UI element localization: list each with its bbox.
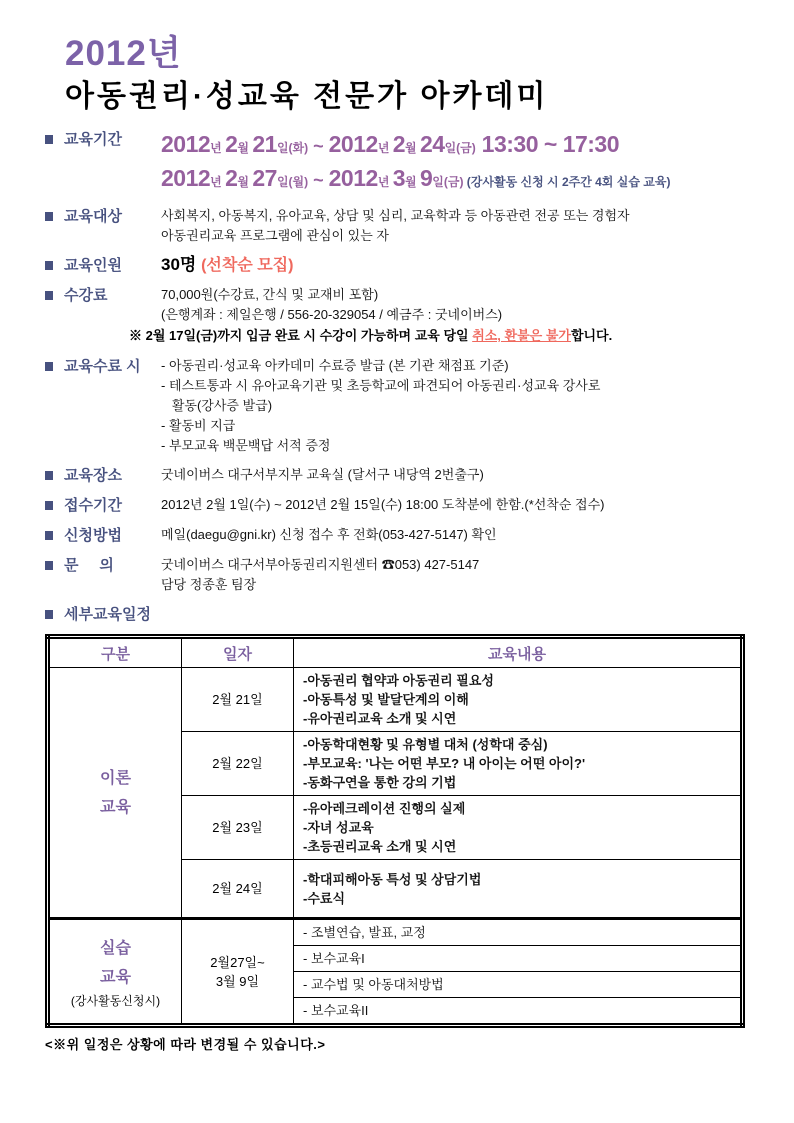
text-segment: 30명 <box>161 255 202 274</box>
bullet-square-icon <box>45 471 53 480</box>
content-line: -유아레크레이션 진행의 실제 <box>303 801 466 816</box>
content-line: - 조별연습, 발표, 교정 <box>303 925 426 940</box>
text-segment: 2012 <box>161 131 211 157</box>
text-segment: 월 <box>237 175 253 189</box>
text-segment: 2 <box>225 131 238 157</box>
text-line <box>161 555 748 575</box>
content-line: -동화구연을 통한 강의 기법 <box>303 775 457 790</box>
text-line <box>161 525 748 545</box>
content-cell <box>294 946 743 972</box>
text-line <box>161 376 748 396</box>
text-line <box>161 575 748 595</box>
info-section <box>45 129 748 197</box>
section-content <box>161 495 748 515</box>
content-cell <box>294 860 743 919</box>
text-segment: ~ <box>308 170 329 190</box>
text-line <box>129 325 748 347</box>
bullet-square-icon <box>45 501 53 510</box>
text-line <box>161 495 748 515</box>
schedule-change-note: <※위 일정은 상황에 따라 변경될 수 있습니다.> <box>45 1037 326 1052</box>
text-line <box>161 226 748 246</box>
content-cell <box>294 972 743 998</box>
info-section <box>45 465 748 486</box>
text-segment: 일(금) <box>444 141 476 155</box>
text-segment: ※ 2월 17일(금)까지 입금 완료 시 수강이 가능하며 교육 당일 <box>129 328 473 343</box>
text-line <box>161 465 748 485</box>
text-segment: 2012 <box>328 165 378 191</box>
content-line: -자녀 성교육 <box>303 820 374 835</box>
text-segment: 2012 <box>161 165 211 191</box>
text-line <box>161 396 748 416</box>
text-segment: 굿네이버스 대구서부지부 교육실 (달서구 내당역 2번출구) <box>161 467 484 482</box>
text-segment: 메일(daegu@gni.kr) 신청 접수 후 전화(053-427-5147) 확인 <box>161 527 497 542</box>
text-line <box>161 416 748 436</box>
text-segment: 3 <box>392 165 406 191</box>
date-cell: 2월 22일 <box>182 732 294 796</box>
section-label: 교육기간 <box>64 131 122 148</box>
section-label: 교육대상 <box>64 208 122 225</box>
bullet-square-icon <box>45 291 53 300</box>
date-cell: 2월 24일 <box>182 860 294 919</box>
date-cell: 2월 23일 <box>182 796 294 860</box>
title-year: 2012년 <box>65 34 182 73</box>
section-label: 교육수료 시 <box>64 358 141 375</box>
category-line: 교육 <box>100 968 131 986</box>
content-line: -아동특성 및 발달단계의 이해 <box>303 692 469 707</box>
text-segment: 9 <box>419 165 433 191</box>
section-content <box>161 206 748 246</box>
text-segment: 일(화) <box>276 141 309 155</box>
text-segment: 년 <box>377 141 393 155</box>
category-note: (강사활동신청시) <box>70 993 161 1008</box>
content-line: -유아권리교육 소개 및 시연 <box>303 711 457 726</box>
text-segment: 년 <box>210 141 226 155</box>
column-header: 구분 <box>48 637 182 668</box>
text-segment: 월 <box>405 141 420 155</box>
text-segment: 담당 정종훈 팀장 <box>161 577 257 592</box>
text-line <box>161 285 748 305</box>
text-segment: ~ <box>308 136 329 156</box>
section-label: 문 의 <box>64 557 114 574</box>
text-segment: - 테스트통과 시 유아교육기관 및 초등학교에 파견되어 아동권리·성교육 강사로 <box>161 378 601 393</box>
bullet-square-icon <box>45 212 53 221</box>
page-header <box>65 34 748 115</box>
info-section <box>45 285 748 347</box>
content-cell <box>294 668 743 732</box>
section-label: 교육인원 <box>64 257 122 274</box>
content-line: -학대피해아동 특성 및 상담기법 <box>303 871 482 887</box>
text-segment: 2 <box>392 131 406 157</box>
section-content <box>161 129 748 197</box>
content-line: - 교수법 및 아동대처방법 <box>303 977 444 992</box>
info-section <box>45 255 748 276</box>
text-segment: (강사활동 신청 시 2주간 4회 실습 교육) <box>463 175 671 189</box>
bullet-square-icon <box>45 261 53 270</box>
text-segment: 월 <box>237 141 253 155</box>
section-content <box>161 255 748 276</box>
info-section <box>45 555 748 595</box>
category-cell <box>48 668 182 919</box>
content-cell <box>294 796 743 860</box>
column-header: 교육내용 <box>294 637 743 668</box>
bullet-square-icon <box>45 610 53 619</box>
date-line: 2월27일~ <box>210 954 265 970</box>
text-segment: - 부모교육 백문백답 서적 증정 <box>161 438 331 453</box>
text-segment: 2 <box>225 165 238 191</box>
text-segment: 아동권리교육 프로그램에 관심이 있는 자 <box>161 228 389 243</box>
table-row <box>48 919 743 946</box>
text-segment: 2012년 2월 1일(수) ~ 2012년 2월 15일(수) 18:00 도착분에 한함.(*선착순 접수) <box>161 497 605 512</box>
schedule-table-header <box>48 637 743 668</box>
text-line <box>161 129 748 163</box>
category-line: 이론 <box>100 769 131 787</box>
info-section <box>45 604 748 625</box>
bullet-square-icon <box>45 561 53 570</box>
text-segment: 70,000원(수강료, 간식 및 교재비 포함) <box>161 287 379 302</box>
text-line <box>161 356 748 376</box>
text-segment: 합니다. <box>570 328 613 343</box>
section-content <box>161 356 748 456</box>
section-label: 세부교육일정 <box>64 606 151 623</box>
bullet-square-icon <box>45 531 53 540</box>
page-title: 아동권리·성교육 전문가 아카데미 <box>65 80 549 113</box>
content-line: -아동권리 협약과 아동권리 필요성 <box>303 673 494 688</box>
text-segment: 취소, 환불은 불가 <box>472 328 571 343</box>
content-cell <box>294 732 743 796</box>
bullet-square-icon <box>45 135 53 144</box>
text-line <box>161 436 748 456</box>
text-segment: 24 <box>419 131 445 157</box>
text-line <box>161 305 748 325</box>
info-section <box>45 356 748 456</box>
text-segment: (은행계좌 : 제일은행 / 556-20-329054 / 예금주 : 굿네이버스) <box>161 307 503 322</box>
section-label: 접수기간 <box>64 497 122 514</box>
text-line <box>161 206 748 226</box>
text-line <box>161 255 748 276</box>
column-header: 일자 <box>182 637 294 668</box>
info-section <box>45 206 748 246</box>
text-segment: 월 <box>405 175 420 189</box>
date-cell <box>182 919 294 1026</box>
table-row <box>48 668 743 732</box>
category-cell <box>48 919 182 1026</box>
header-row <box>48 637 743 668</box>
section-content <box>161 555 748 595</box>
text-segment: 일(금) <box>432 175 464 189</box>
content-cell <box>294 998 743 1026</box>
text-segment: 사회복지, 아동복지, 유아교육, 상담 및 심리, 교육학과 등 아동관련 전공 또는 경험자 <box>161 208 630 223</box>
section-content <box>129 285 748 347</box>
text-segment: - 아동권리·성교육 아카데미 수료증 발급 (본 기관 채점표 기준) <box>161 358 509 373</box>
info-section <box>45 495 748 516</box>
text-segment: (선착순 모집) <box>201 257 294 274</box>
content-line: -아동학대현황 및 유형별 대처 (성학대 중심) <box>303 737 548 752</box>
content-line: -초등권리교육 소개 및 시연 <box>303 839 457 854</box>
content-line: -수료식 <box>303 890 346 906</box>
text-segment: - 활동비 지급 <box>161 418 236 433</box>
content-line: - 보수교육II <box>303 1003 369 1018</box>
text-segment: 년 <box>377 175 393 189</box>
text-segment: 년 <box>210 175 226 189</box>
section-label: 수강료 <box>64 287 108 304</box>
category-line: 실습 <box>100 939 131 957</box>
text-segment: 일(월) <box>276 175 309 189</box>
info-section <box>45 525 748 546</box>
schedule-table <box>45 634 745 1028</box>
content-line: - 보수교육I <box>303 951 365 966</box>
content-cell <box>294 919 743 946</box>
content-line: -부모교육: '나는 어떤 부모? 내 아이는 어떤 아이?' <box>303 756 586 771</box>
text-line <box>161 163 748 197</box>
text-segment: 13:30 ~ 17:30 <box>475 131 620 157</box>
date-line: 3월 9일 <box>215 973 260 989</box>
text-segment: 27 <box>252 165 277 191</box>
text-segment: 굿네이버스 대구서부아동권리지원센터 ☎053) 427-5147 <box>161 557 480 572</box>
info-sections <box>45 129 748 625</box>
date-cell: 2월 21일 <box>182 668 294 732</box>
category-line: 교육 <box>100 798 131 816</box>
section-label: 교육장소 <box>64 467 122 484</box>
bullet-square-icon <box>45 362 53 371</box>
text-segment: 활동(강사증 발급) <box>161 398 273 413</box>
section-label: 신청방법 <box>64 527 122 544</box>
text-segment: 21 <box>252 131 277 157</box>
section-content <box>161 465 748 485</box>
section-content <box>161 525 748 545</box>
text-segment: 2012 <box>328 131 378 157</box>
